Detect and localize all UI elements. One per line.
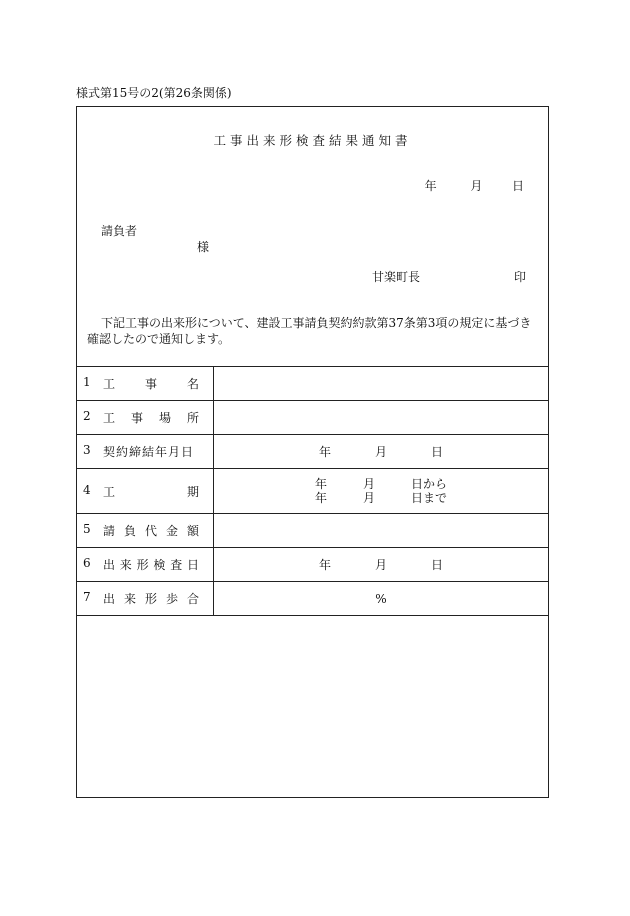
row-label bbox=[77, 514, 214, 548]
label-char: 工 bbox=[103, 411, 116, 425]
label-char: 形 bbox=[144, 592, 157, 606]
row-number: 3 bbox=[83, 443, 91, 457]
value-year: 年 bbox=[314, 477, 327, 491]
form-number: 様式第15号の2(第26条関係) bbox=[76, 86, 232, 100]
header-date-year: 年 bbox=[424, 179, 437, 193]
label-char: 事 bbox=[130, 411, 143, 425]
label-text: 契約締結年月日 bbox=[103, 445, 195, 459]
row-value[interactable] bbox=[214, 548, 549, 582]
value-day: 日 bbox=[431, 445, 444, 459]
value-day: 日まで bbox=[411, 491, 448, 505]
label-char: 名 bbox=[186, 377, 199, 391]
value-month: 月 bbox=[374, 558, 387, 572]
header-date-day: 日 bbox=[511, 179, 524, 193]
row-value[interactable] bbox=[214, 435, 549, 469]
label-char: 請 bbox=[103, 524, 116, 538]
label-char: 期 bbox=[186, 484, 199, 499]
row-label bbox=[77, 435, 214, 469]
label-char: 検 bbox=[153, 558, 166, 572]
row-number: 5 bbox=[83, 522, 91, 536]
label-char: 金 bbox=[165, 524, 178, 538]
value-year: 年 bbox=[318, 445, 331, 459]
label-char: 来 bbox=[119, 558, 132, 572]
row-label bbox=[77, 401, 214, 435]
notice-body bbox=[87, 315, 542, 347]
label-char: 所 bbox=[186, 411, 199, 425]
table-row bbox=[77, 514, 548, 548]
label-char: 場 bbox=[158, 411, 171, 425]
row-number: 7 bbox=[83, 590, 91, 604]
row-number: 1 bbox=[83, 375, 91, 389]
row-label bbox=[77, 582, 214, 616]
value-year: 年 bbox=[314, 491, 327, 505]
seal-mark: 印 bbox=[514, 270, 527, 284]
row-label bbox=[77, 367, 214, 401]
label-char: 工 bbox=[103, 377, 116, 391]
items-table bbox=[77, 366, 548, 616]
row-number: 4 bbox=[83, 482, 91, 497]
table-row bbox=[77, 469, 548, 514]
notice-line-1: 下記工事の出来形について、建設工事請負契約約款第37条第3項の規定に基づき bbox=[101, 316, 532, 330]
value-year: 年 bbox=[318, 558, 331, 572]
row-value[interactable] bbox=[214, 367, 549, 401]
value-month: 月 bbox=[362, 477, 375, 491]
table-row bbox=[77, 582, 548, 616]
table-row bbox=[77, 367, 548, 401]
honorific: 様 bbox=[197, 240, 210, 254]
label-char: 来 bbox=[123, 592, 136, 606]
row-value[interactable] bbox=[214, 469, 549, 514]
row-label bbox=[77, 469, 214, 514]
document-title: 工事出来形検査結果通知書 bbox=[213, 133, 412, 148]
value-month: 月 bbox=[362, 491, 375, 505]
label-char: 出 bbox=[103, 558, 116, 572]
row-label bbox=[77, 548, 214, 582]
form-frame bbox=[76, 106, 549, 798]
contractor-label: 請負者 bbox=[101, 224, 138, 238]
row-value[interactable] bbox=[214, 401, 549, 435]
label-char: 事 bbox=[144, 377, 157, 391]
row-number: 6 bbox=[83, 556, 91, 570]
label-char: 日 bbox=[186, 558, 199, 572]
row-value[interactable] bbox=[214, 514, 549, 548]
row-value[interactable] bbox=[214, 582, 549, 616]
label-char: 代 bbox=[144, 524, 157, 538]
label-char: 査 bbox=[170, 558, 183, 572]
label-char: 負 bbox=[123, 524, 136, 538]
value-day: 日から bbox=[411, 477, 448, 491]
label-char: 合 bbox=[186, 592, 199, 606]
label-char: 歩 bbox=[165, 592, 178, 606]
label-char: 工 bbox=[103, 484, 116, 499]
row-number: 2 bbox=[83, 409, 91, 423]
table-row bbox=[77, 435, 548, 469]
label-char: 額 bbox=[186, 524, 199, 538]
table-row bbox=[77, 401, 548, 435]
label-char: 出 bbox=[103, 592, 116, 606]
issuer-name: 甘楽町長 bbox=[372, 270, 421, 284]
label-char: 形 bbox=[136, 558, 149, 572]
value-day: 日 bbox=[431, 558, 444, 572]
table-row bbox=[77, 548, 548, 582]
header-date-month: 月 bbox=[470, 179, 483, 193]
percent-sign: % bbox=[375, 591, 387, 606]
notice-line-2: 確認したので通知します。 bbox=[87, 332, 231, 346]
header-date bbox=[425, 177, 524, 194]
value-month: 月 bbox=[374, 445, 387, 459]
